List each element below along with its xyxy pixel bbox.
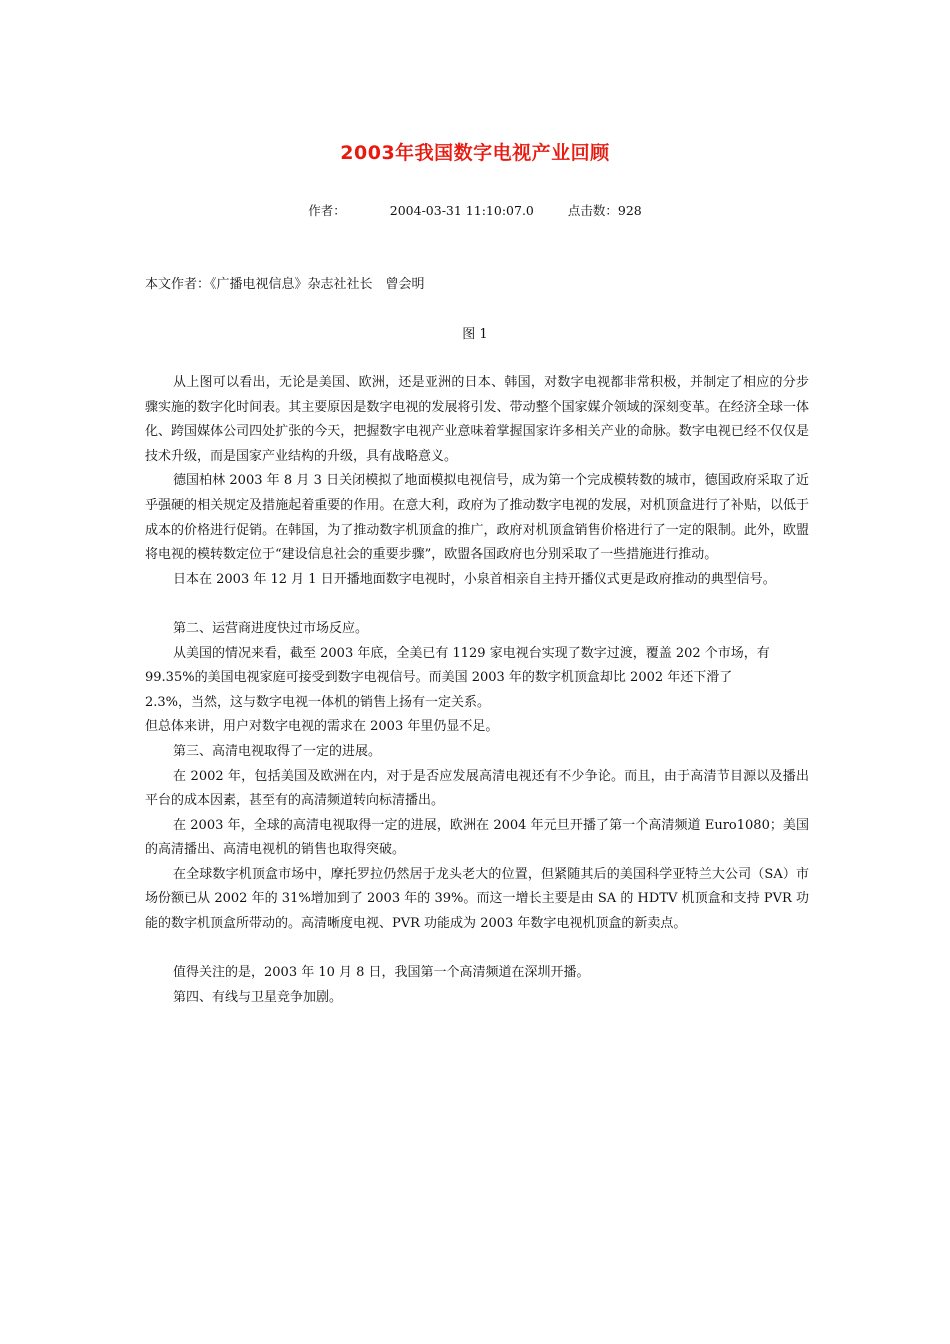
author-label: 作者： <box>308 203 346 218</box>
section-heading: 第二、运营商进度快过市场反应。 <box>173 620 369 636</box>
paragraph: 2.3%，当然，这与数字电视一体机的销售上扬有一定关系。 <box>145 694 491 710</box>
paragraph: 但总体来讲，用户对数字电视的需求在 2003 年里仍显不足。 <box>145 719 499 735</box>
paragraph: 日本在 2003 年 12 月 1 日开播地面数字电视时，小泉首相亲自主持开播仪式更是政府推动的典型信号。 <box>173 571 776 587</box>
section-heading: 第四、有线与卫星竞争加剧。 <box>173 989 343 1005</box>
figure-caption: 图 1 <box>462 327 488 342</box>
article-author-line: 本文作者：《广播电视信息》杂志社社长 曾会明 <box>145 277 425 292</box>
article-body <box>145 371 809 1010</box>
publish-datetime: 2004-03-31 11:10:07.0 <box>389 203 534 218</box>
paragraph-spacer <box>145 937 809 962</box>
paragraph: 德国柏林 2003 年 8 月 3 日关闭模拟了地面模拟电视信号，成为第一个完成模转数的城市，德国政府采取了近乎强硬的相关规定及措施起着重要的作用。在意大利，政府为了推动数字电视的发展，对机顶盒进行了补贴，以低于成本的价格进行促销。在韩国，为了推动数字机顶盒的推广，政府对机顶盒销售价格进行了一定的限制。此外，欧盟将电视的模转数定位于“建设信息社会的重要步骤”，欧盟各国政府也分别采取了一些措施进行推动。 <box>145 473 809 563</box>
paragraph: 在 2002 年，包括美国及欧洲在内，对于是否应发展高清电视还有不少争论。而且，由于高清节目源以及播出平台的成本因素，甚至有的高清频道转向标清播出。 <box>145 768 809 809</box>
paragraph: 从美国的情况来看，截至 2003 年底，全美已有 1129 家电视台实现了数字过渡，覆盖 202 个市场，有 <box>173 645 770 661</box>
section-heading: 第三、高清电视取得了一定的进展。 <box>173 743 382 759</box>
paragraph: 99.35%的美国电视家庭可接受到数字电视信号。而美国 2003 年的数字机顶盒却比 2002 年还下滑了 <box>145 670 733 686</box>
paragraph: 值得关注的是，2003 年 10 月 8 日，我国第一个高清频道在深圳开播。 <box>173 965 590 981</box>
click-count: 点击数：928 <box>567 203 642 218</box>
document-title: 2003年我国数字电视产业回顾 <box>340 142 610 164</box>
article-meta <box>0 201 950 219</box>
paragraph: 在全球数字机顶盒市场中，摩托罗拉仍然居于龙头老大的位置，但紧随其后的美国科学亚特兰大公司（SA）市场份额已从 2002 年的 31%增加到了 2003 年的 39%。而这一增长主要是由 SA 的 HDTV 机顶盒和支持 PVR 功能的数字机顶盒所带动的。高清晰度电视、PVR 功能成为 2003 年数字电视机顶盒的新卖点。 <box>145 866 809 932</box>
paragraph: 在 2003 年，全球的高清电视取得一定的进展，欧洲在 2004 年元旦开播了第一个高清频道 Euro1080；美国的高清播出、高清电视机的销售也取得突破。 <box>145 817 809 858</box>
paragraph: 从上图可以看出，无论是美国、欧洲，还是亚洲的日本、韩国，对数字电视都非常积极，并制定了相应的分步骤实施的数字化时间表。其主要原因是数字电视的发展将引发、带动整个国家媒介领域的深刻变革。在经济全球一体化、跨国媒体公司四处扩张的今天，把握数字电视产业意味着掌握国家许多相关产业的命脉。数字电视已经不仅仅是技术升级，而是国家产业结构的升级，具有战略意义。 <box>145 375 809 464</box>
paragraph-spacer <box>145 592 809 617</box>
